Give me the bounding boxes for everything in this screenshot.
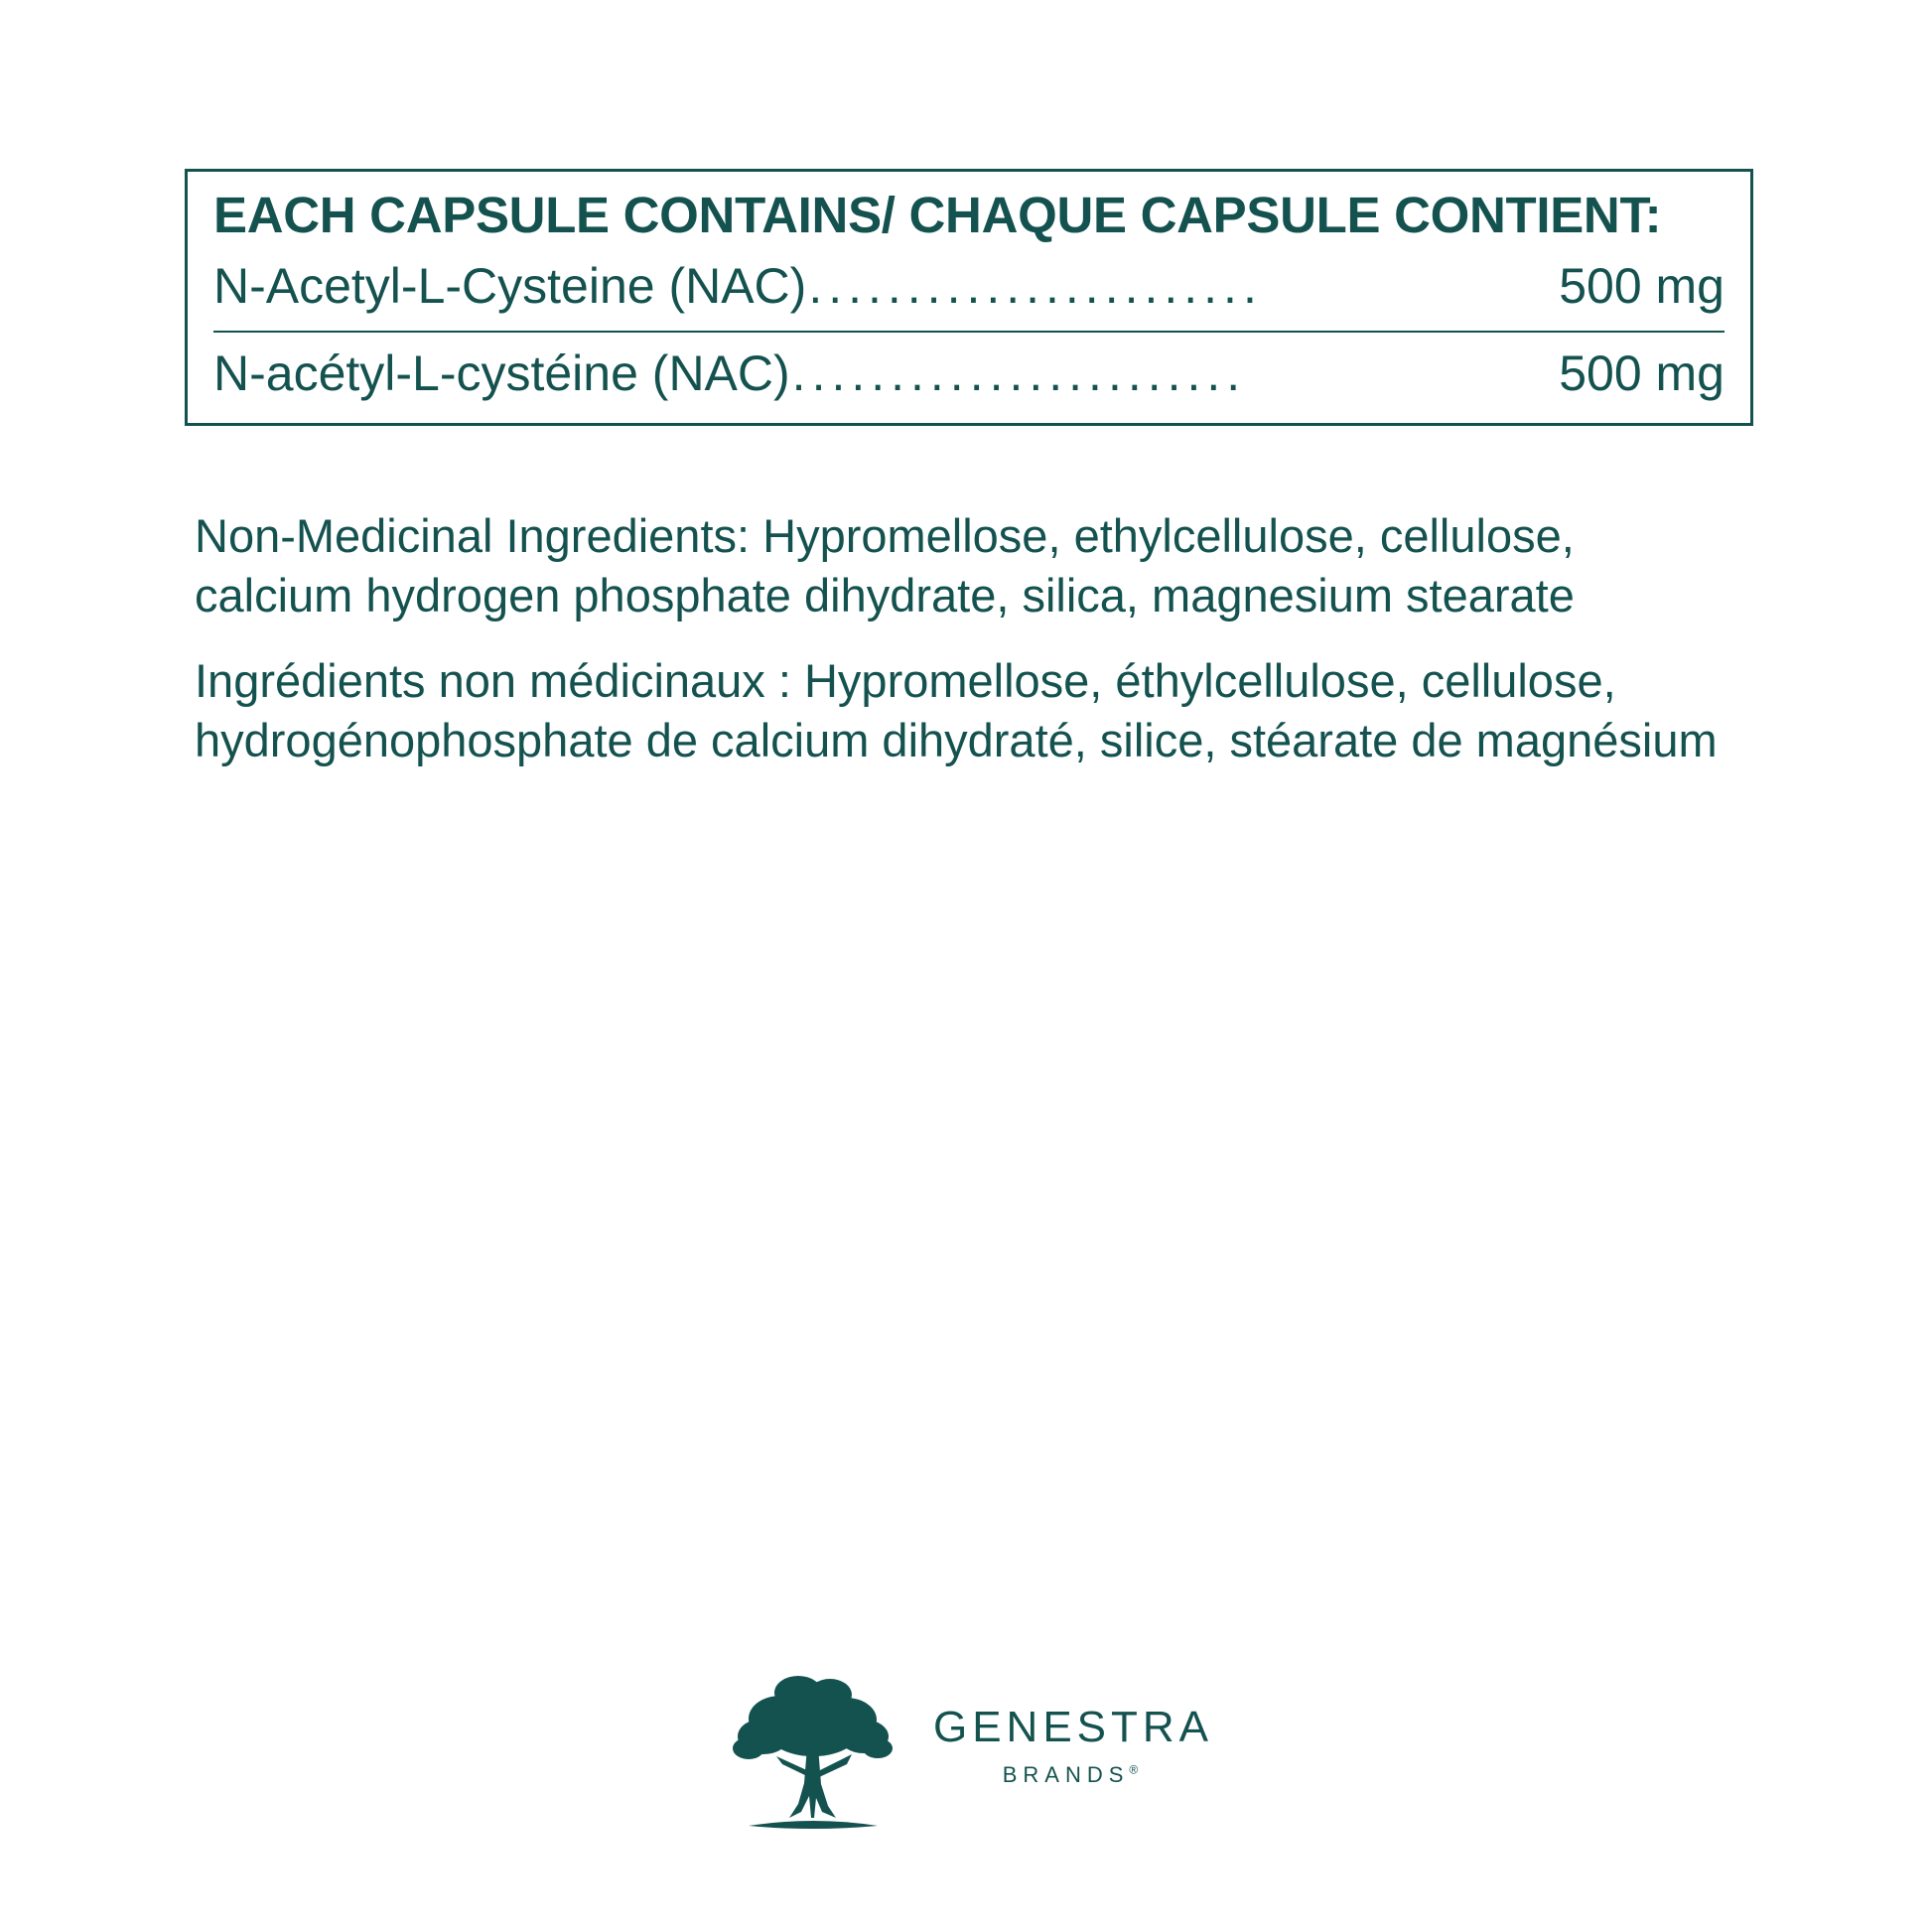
ingredient-amount: 500 mg [1559, 258, 1725, 315]
ingredient-name: N-Acetyl-L-Cysteine (NAC) [213, 258, 807, 315]
facts-title: EACH CAPSULE CONTAINS/ CHAQUE CAPSULE CONTIENT: [213, 187, 1662, 243]
registered-mark: ® [1129, 1762, 1145, 1777]
brand-subtitle-text: BRANDS [1002, 1761, 1130, 1787]
ingredient-name: N-acétyl-L-cystéine (NAC) [213, 345, 790, 401]
leader-dots: ....................... [791, 345, 1247, 401]
tree-icon [719, 1657, 907, 1841]
leader-dots: ....................... [808, 258, 1263, 315]
brand-name: GENESTRA [932, 1703, 1214, 1752]
non-medicinal-ingredients [195, 506, 1743, 797]
brand-subtitle [1003, 1762, 1145, 1788]
ingredients-paragraph-french: Ingrédients non médicinaux : Hypromellose, éthylcellulose, cellulose, hydrogénophosphate de calcium dihydraté, silice, stéarate de magnésium [195, 654, 1718, 767]
ingredient-amount: 500 mg [1559, 345, 1725, 401]
supplement-facts-box [185, 169, 1753, 426]
facts-row-french [213, 333, 1725, 414]
brand-wordmark [933, 1704, 1213, 1793]
brand-logo [0, 1657, 1932, 1841]
facts-row-english [213, 245, 1725, 327]
ingredients-paragraph-english: Non-Medicinal Ingredients: Hypromellose, ethylcellulose, cellulose, calcium hydrogen phosphate dihydrate, silica, magnesium stearate [195, 509, 1575, 622]
